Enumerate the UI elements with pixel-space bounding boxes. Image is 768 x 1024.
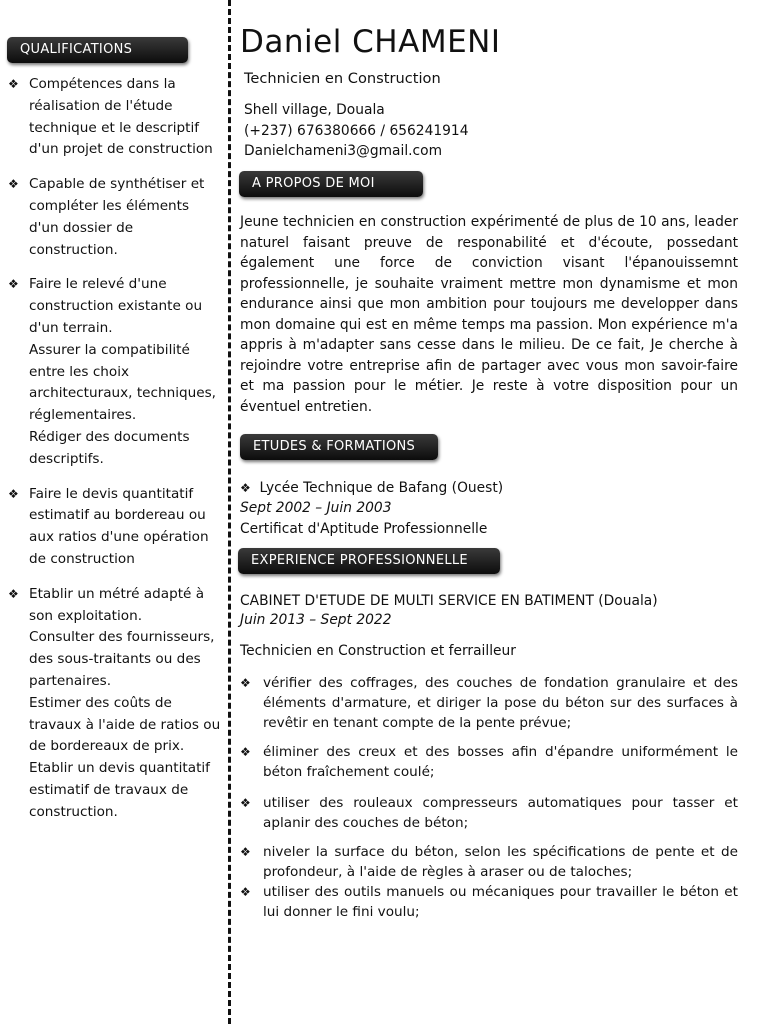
bullet-icon: ❖ xyxy=(240,885,251,899)
qualification-text: Etablir un métré adapté à son exploitation. xyxy=(29,585,205,624)
column-divider xyxy=(228,0,231,1024)
email: Danielchameni3@gmail.com xyxy=(244,143,443,159)
bullet-icon: ❖ xyxy=(8,77,19,91)
duty-item xyxy=(240,842,738,882)
qualification-text: Etablir un devis quantitatif estimatif de travaux de construction. xyxy=(29,760,210,820)
qualification-text: Assurer la compatibilité entre les choix architecturaux, techniques, réglementaires. xyxy=(29,341,217,424)
about-header: A PROPOS DE MOI xyxy=(239,171,423,197)
bullet-icon: ❖ xyxy=(8,277,19,292)
qualification-text: Rédiger des documents descriptifs. xyxy=(29,428,190,467)
duty-text: niveler la surface du béton, selon les spécifications de pente et de profondeur, à l'aide de règles à araser ou de taloches; xyxy=(263,844,738,880)
experience-dates: Juin 2013 – Sept 2022 xyxy=(240,612,392,628)
duty-text: éliminer des creux et des bosses afin d'épandre uniformément le béton fraîchement coulé; xyxy=(263,744,738,780)
education-diploma: Certificat d'Aptitude Professionnelle xyxy=(240,521,488,537)
bullet-icon: ❖ xyxy=(240,481,251,495)
experience-header: EXPERIENCE PROFESSIONNELLE xyxy=(238,548,500,574)
bullet-icon: ❖ xyxy=(240,745,251,759)
qualification-text: Faire le devis quantitatif estimatif au bordereau ou aux ratios d'une opération de construction xyxy=(29,485,209,567)
bullet-icon: ❖ xyxy=(8,177,19,192)
candidate-name: Daniel CHAMENI xyxy=(240,24,501,60)
duty-item xyxy=(240,882,738,922)
education-dates: Sept 2002 – Juin 2003 xyxy=(240,500,392,516)
job-title: Technicien en Construction xyxy=(244,70,441,87)
contact-block xyxy=(244,100,468,162)
qualifications-header: QUALIFICATIONS xyxy=(7,37,188,63)
duty-text: utiliser des outils manuels ou mécaniques pour travailler le béton et lui donner le fini voulu; xyxy=(263,884,738,920)
qualification-text: Faire le relevé d'une construction existante ou d'un terrain. xyxy=(29,276,203,336)
qualification-item xyxy=(8,274,222,470)
phone: (+237) 676380666 / 656241914 xyxy=(244,122,469,139)
duty-text: vérifier des coffrages, des couches de fondation granulaire et des éléments d'armature, et diriger la pose du béton sur des surfaces à revêtir en tenant compte de la pente prévue; xyxy=(263,675,738,731)
qualifications-list xyxy=(8,74,222,837)
bullet-icon: ❖ xyxy=(8,486,19,501)
qualification-item xyxy=(8,74,222,161)
bullet-icon: ❖ xyxy=(240,676,251,690)
education-header: ETUDES & FORMATIONS xyxy=(240,434,438,460)
qualification-text: Compétences dans la réalisation de l'étude technique et le descriptif d'un projet de construction xyxy=(29,76,213,158)
duty-item xyxy=(240,673,738,733)
bullet-icon: ❖ xyxy=(240,845,251,859)
experience-company: CABINET D'ETUDE DE MULTI SERVICE EN BATIMENT (Douala) xyxy=(240,593,658,609)
duty-item xyxy=(240,793,738,833)
education-school xyxy=(240,480,503,496)
qualification-item xyxy=(8,584,222,824)
bullet-icon: ❖ xyxy=(8,586,19,601)
qualification-text: Estimer des coûts de travaux à l'aide de ratios ou de bordereaux de prix. xyxy=(29,694,221,755)
duty-text: utiliser des rouleaux compresseurs automatiques pour tasser et aplanir des couches de béton; xyxy=(263,795,738,831)
qualification-text: Capable de synthétiser et compléter les éléments d'un dossier de construction. xyxy=(29,176,205,258)
school-name: Lycée Technique de Bafang (Ouest) xyxy=(259,480,504,496)
qualification-text: Consulter des fournisseurs, des sous-traitants ou des partenaires. xyxy=(29,629,215,689)
address: Shell village, Douala xyxy=(244,102,385,118)
duty-item xyxy=(240,742,738,782)
experience-role: Technicien en Construction et ferrailleur xyxy=(240,643,516,659)
bullet-icon: ❖ xyxy=(240,796,251,810)
qualification-item xyxy=(8,174,222,261)
qualification-item xyxy=(8,484,222,571)
about-text: Jeune technicien en construction expérimenté de plus de 10 ans, leader naturel faisant preuve de responabilité et d'écoute, possedant également une force de conviction visant l'épanouissemnt professionnelle, je souhaite vraiment mettre mon dynamisme et mon endurance ainsi que mon ambition pour toujours me developper dans mon domaine qui est en même temps ma passion. Mon expérience m'a appris à m'adapter sans cesse dans le milieu. De ce fait, Je cherche à rejoindre votre entreprise afin de partager avec vous mon savoir-faire et ma passion pour le métier. Je reste à votre disposition pour un éventuel entretien. xyxy=(240,214,738,415)
